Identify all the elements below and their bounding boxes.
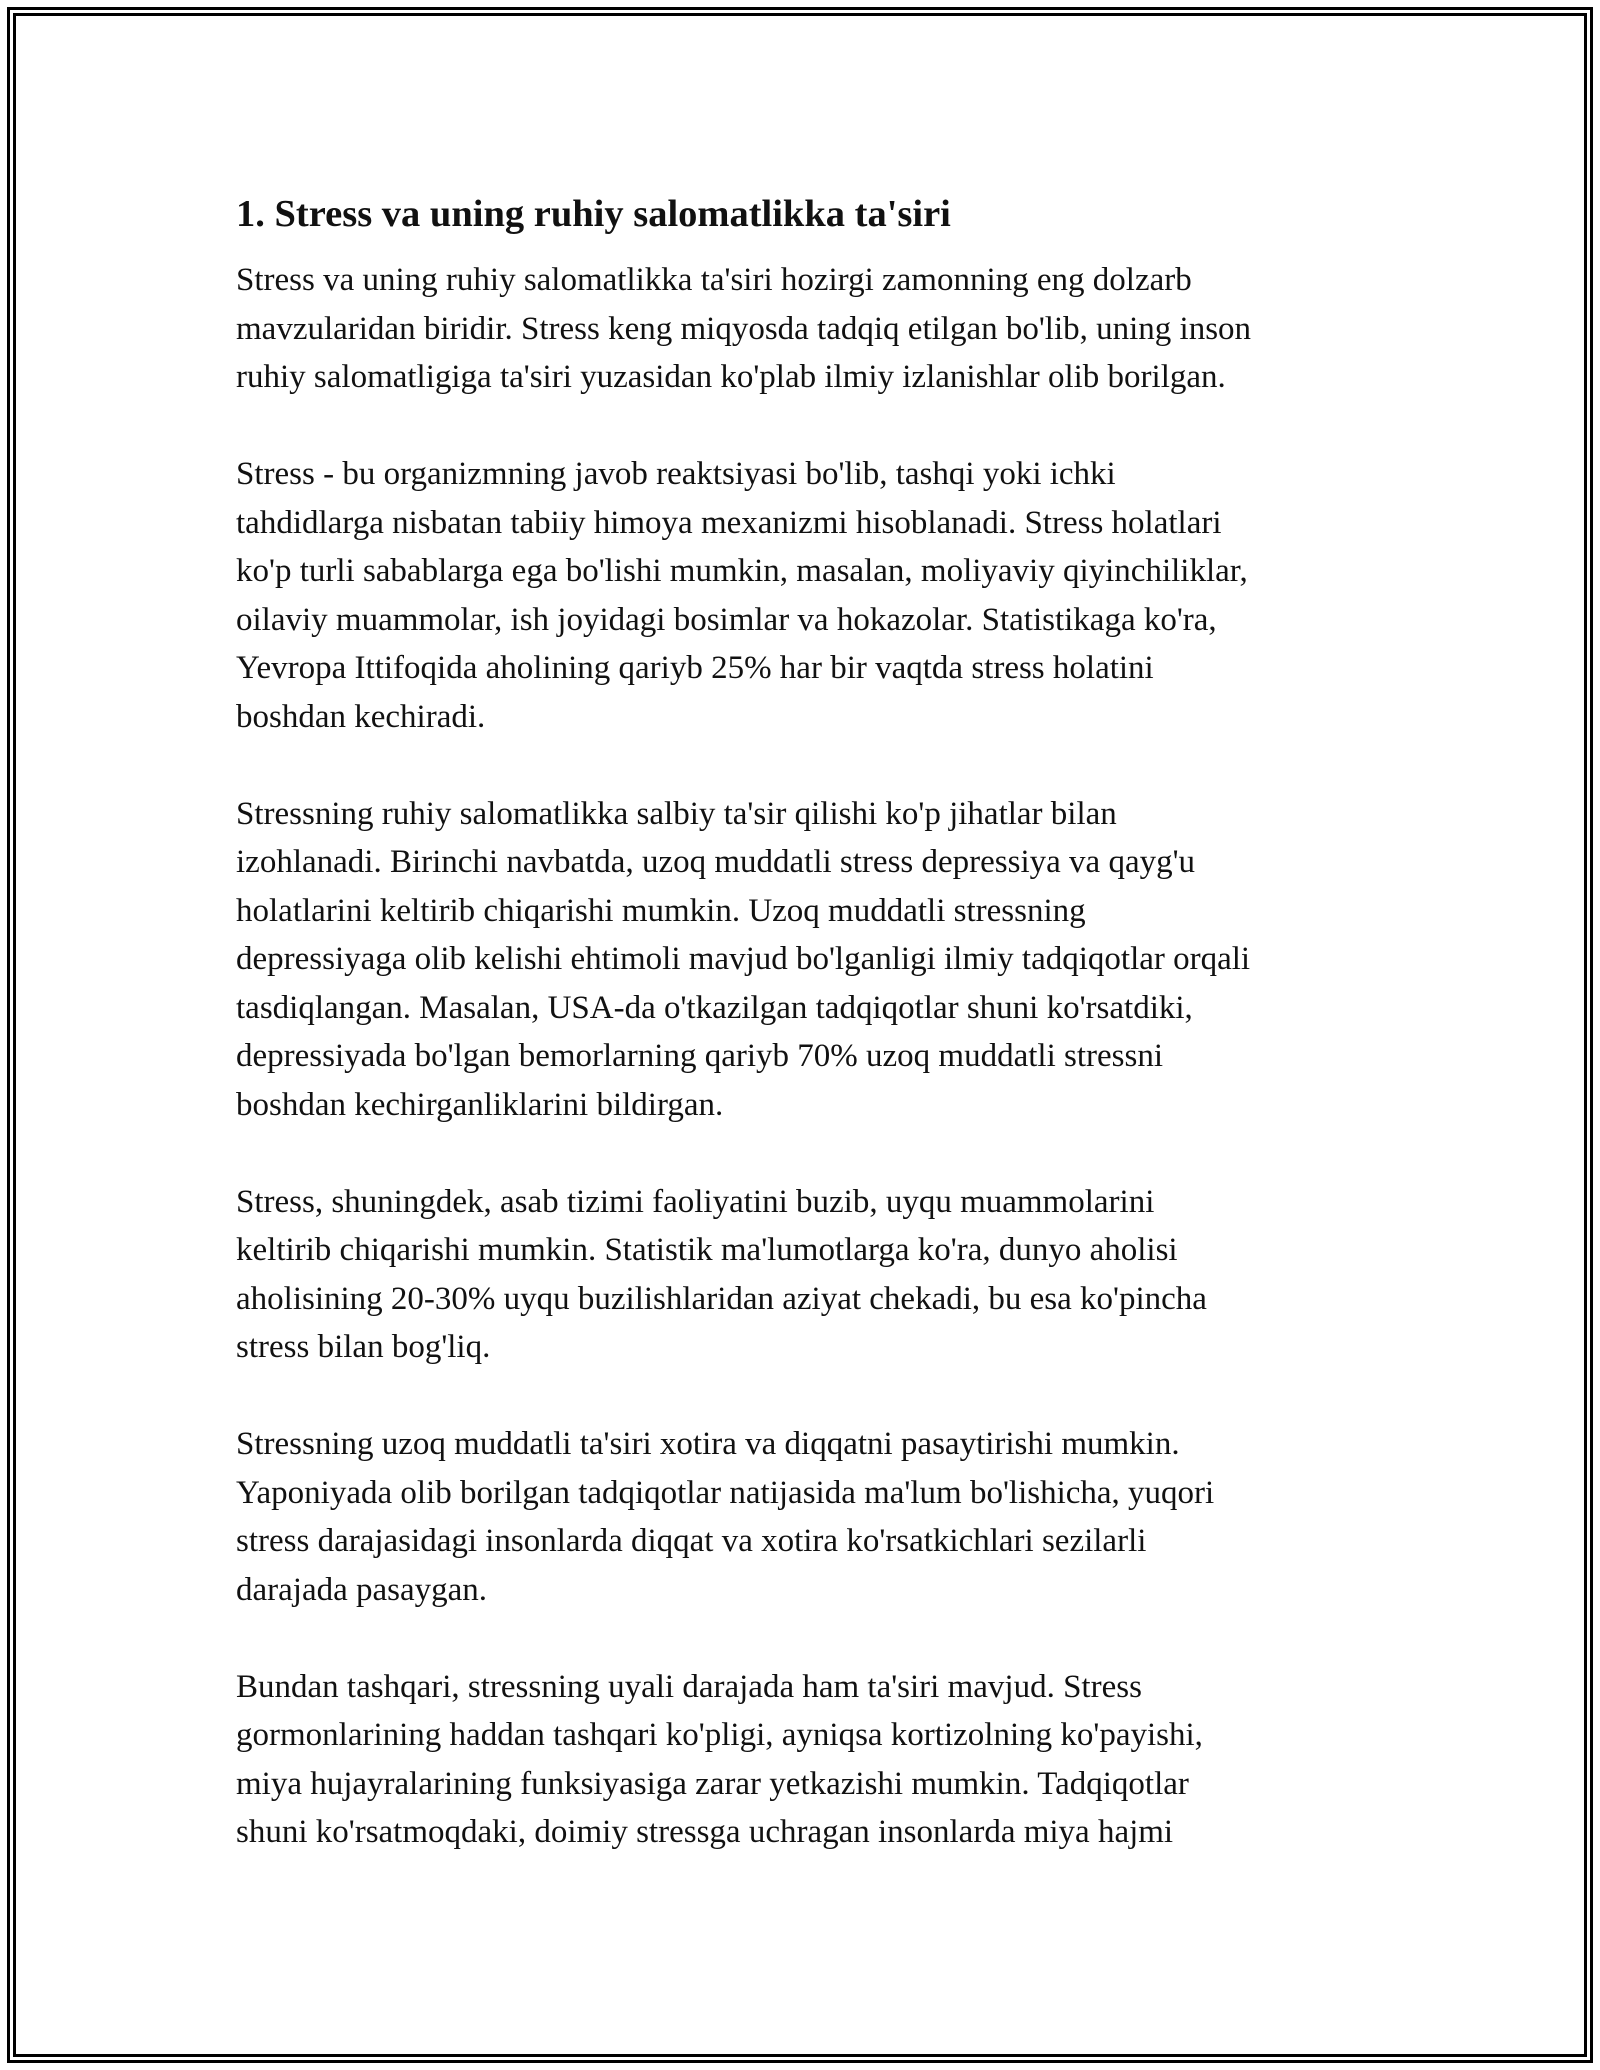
text-line: Yaponiyada olib borilgan tadqiqotlar natijasida ma'lum bo'lishicha, yuqori	[236, 1474, 1215, 1511]
paragraph-4	[236, 1178, 1376, 1372]
text-line: miya hujayralarining funksiyasiga zarar yetkazishi mumkin. Tadqiqotlar	[236, 1765, 1189, 1802]
text-line: tasdiqlangan. Masalan, USA-da o'tkazilgan tadqiqotlar shuni ko'rsatdiki,	[236, 989, 1193, 1026]
text-line: boshdan kechiradi.	[236, 698, 486, 735]
paragraph-5	[236, 1420, 1376, 1614]
text-line: holatlarini keltirib chiqarishi mumkin. Uzoq muddatli stressning	[236, 892, 1086, 929]
paragraph-1	[236, 256, 1376, 402]
document-body	[236, 186, 1376, 1905]
text-line: stress darajasidagi insonlarda diqqat va xotira ko'rsatkichlari sezilarli	[236, 1523, 1147, 1559]
text-line: ko'p turli sabablarga ega bo'lishi mumkin, masalan, moliyaviy qiyinchiliklar,	[236, 553, 1248, 589]
paragraph-6	[236, 1663, 1376, 1857]
section-heading: 1. Stress va uning ruhiy salomatlikka ta'siri	[236, 193, 951, 235]
text-line: Stress - bu organizmning javob reaktsiyasi bo'lib, tashqi yoki ichki	[236, 456, 1116, 492]
text-line: Stress, shuningdek, asab tizimi faoliyatini buzib, uyqu muammolarini	[236, 1183, 1155, 1220]
text-line: mavzularidan biridir. Stress keng miqyosda tadqiq etilgan bo'lib, uning inson	[236, 310, 1252, 347]
text-line: Stressning ruhiy salomatlikka salbiy ta'sir qilishi ko'p jihatlar bilan	[236, 795, 1117, 832]
text-line: Yevropa Ittifoqida aholining qariyb 25% har bir vaqtda stress holatini	[236, 650, 1154, 686]
text-line: boshdan kechirganliklarini bildirgan.	[236, 1086, 724, 1123]
text-line: depressiyada bo'lgan bemorlarning qariyb 70% uzoq muddatli stressni	[236, 1038, 1163, 1074]
text-line: izohlanadi. Birinchi navbatda, uzoq muddatli stress depressiya va qayg'u	[236, 844, 1196, 880]
paragraph-2	[236, 450, 1376, 741]
text-line: ruhiy salomatligiga ta'siri yuzasidan ko'plab ilmiy izlanishlar olib borilgan.	[236, 359, 1226, 395]
text-line: oilaviy muammolar, ish joyidagi bosimlar va hokazolar. Statistikaga ko'ra,	[236, 601, 1217, 638]
text-line: shuni ko'rsatmoqdaki, doimiy stressga uchragan insonlarda miya hajmi	[236, 1814, 1174, 1850]
text-line: gormonlarining haddan tashqari ko'pligi, ayniqsa kortizolning ko'payishi,	[236, 1717, 1203, 1753]
text-line: aholisining 20-30% uyqu buzilishlaridan aziyat chekadi, bu esa ko'pincha	[236, 1280, 1207, 1317]
text-line: stress bilan bog'liq.	[236, 1329, 491, 1365]
paragraph-3	[236, 790, 1376, 1130]
text-line: Stressning uzoq muddatli ta'siri xotira va diqqatni pasaytirishi mumkin.	[236, 1426, 1180, 1462]
text-line: darajada pasaygan.	[236, 1571, 488, 1608]
text-line: Stress va uning ruhiy salomatlikka ta'siri hozirgi zamonning eng dolzarb	[236, 262, 1192, 298]
text-line: keltirib chiqarishi mumkin. Statistik ma'lumotlarga ko'ra, dunyo aholisi	[236, 1232, 1178, 1268]
text-line: tahdidlarga nisbatan tabiiy himoya mexanizmi hisoblanadi. Stress holatlari	[236, 504, 1222, 541]
text-line: depressiyaga olib kelishi ehtimoli mavjud bo'lganligi ilmiy tadqiqotlar orqali	[236, 941, 1251, 977]
text-line: Bundan tashqari, stressning uyali darajada ham ta'siri mavjud. Stress	[236, 1668, 1142, 1705]
